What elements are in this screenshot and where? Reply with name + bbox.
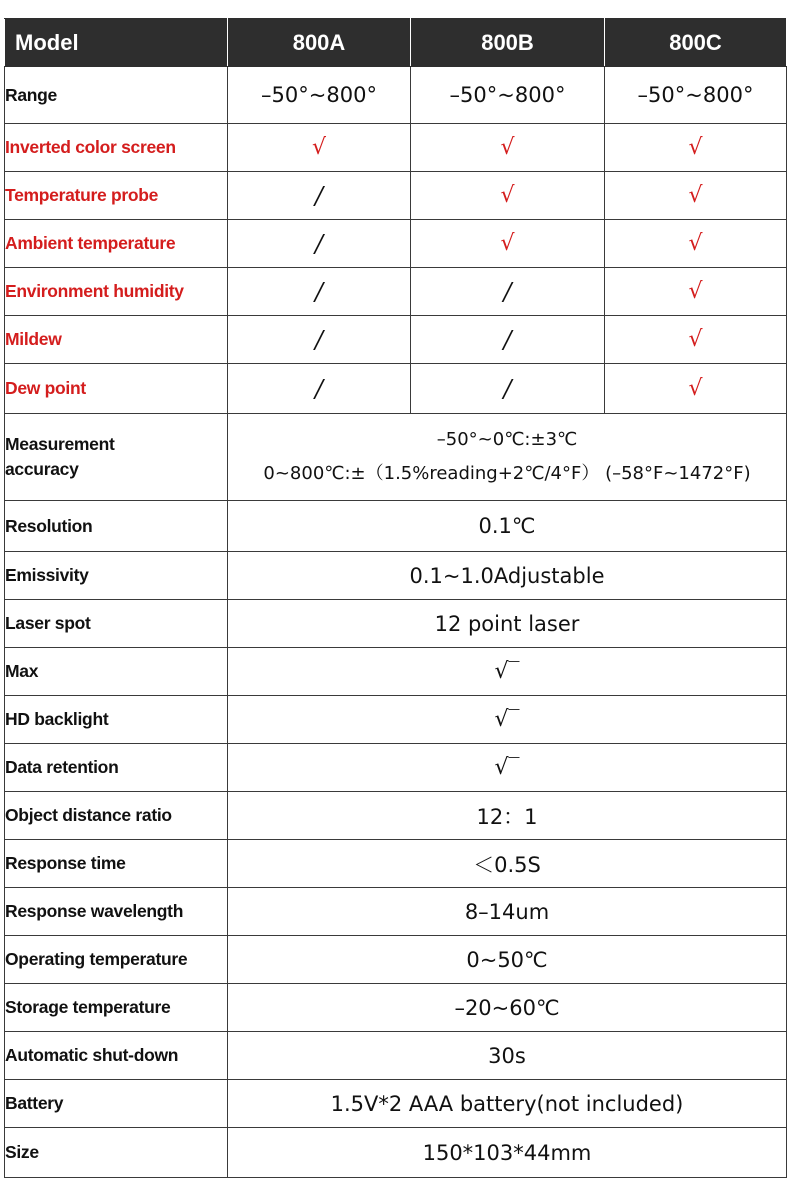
row-label: Size	[5, 1128, 228, 1178]
laser-spot-value: 12 point laser	[228, 600, 787, 648]
check-icon: √‾	[228, 696, 787, 744]
not-available-mark: /	[228, 364, 411, 414]
row-label: Response wavelength	[5, 888, 228, 936]
row-temperature-probe	[5, 172, 787, 220]
row-label: Resolution	[5, 501, 228, 552]
row-label: Mildew	[5, 316, 228, 364]
check-icon: √	[605, 316, 787, 364]
not-available-mark: /	[228, 316, 411, 364]
range-800b: –50°~800°	[411, 67, 605, 124]
row-label: Temperature probe	[5, 172, 228, 220]
battery-value: 1.5V*2 AAA battery(not included)	[228, 1080, 787, 1128]
row-label: Data retention	[5, 744, 228, 792]
row-battery	[5, 1080, 787, 1128]
check-icon: √	[605, 220, 787, 268]
row-label: Object distance ratio	[5, 792, 228, 840]
shutdown-value: 30s	[228, 1032, 787, 1080]
accuracy-line2: 0~800℃:±（1.5%reading+2℃/4°F） (–58°F~1472°F)	[263, 463, 751, 484]
row-resolution	[5, 501, 787, 552]
row-label: Max	[5, 648, 228, 696]
row-laser-spot	[5, 600, 787, 648]
row-measurement-accuracy	[5, 414, 787, 501]
size-value: 150*103*44mm	[228, 1128, 787, 1178]
row-max	[5, 648, 787, 696]
row-dew-point	[5, 364, 787, 414]
row-automatic-shutdown	[5, 1032, 787, 1080]
range-800c: –50°~800°	[605, 67, 787, 124]
distance-ratio-value: 12：1	[228, 792, 787, 840]
row-response-time	[5, 840, 787, 888]
header-model-800a: 800A	[228, 19, 411, 67]
row-emissivity	[5, 552, 787, 600]
not-available-mark: /	[411, 316, 605, 364]
row-label-line2: accuracy	[5, 459, 79, 479]
check-icon: √	[605, 268, 787, 316]
row-inverted-color-screen	[5, 124, 787, 172]
row-mildew	[5, 316, 787, 364]
header-model-800b: 800B	[411, 19, 605, 67]
row-operating-temperature	[5, 936, 787, 984]
row-label: Ambient temperature	[5, 220, 228, 268]
row-label: Laser spot	[5, 600, 228, 648]
not-available-mark: /	[411, 364, 605, 414]
row-storage-temperature	[5, 984, 787, 1032]
row-label: Battery	[5, 1080, 228, 1128]
not-available-mark: /	[228, 172, 411, 220]
row-label-line1: Measurement	[5, 434, 115, 454]
check-icon: √	[605, 364, 787, 414]
row-label: HD backlight	[5, 696, 228, 744]
header-row	[5, 19, 787, 67]
operating-temperature-value: 0~50℃	[228, 936, 787, 984]
header-model-label: Model	[5, 19, 228, 67]
emissivity-value: 0.1~1.0Adjustable	[228, 552, 787, 600]
not-available-mark: /	[411, 268, 605, 316]
not-available-mark: /	[228, 268, 411, 316]
storage-temperature-value: –20~60℃	[228, 984, 787, 1032]
check-icon: √	[605, 172, 787, 220]
row-label: Response time	[5, 840, 228, 888]
check-icon: √	[605, 124, 787, 172]
row-label: Inverted color screen	[5, 124, 228, 172]
row-range	[5, 67, 787, 124]
row-object-distance-ratio	[5, 792, 787, 840]
row-environment-humidity	[5, 268, 787, 316]
accuracy-line1: –50°~0℃:±3℃	[436, 429, 578, 450]
check-icon: √	[411, 172, 605, 220]
header-model-800c: 800C	[605, 19, 787, 67]
not-available-mark: /	[228, 220, 411, 268]
spec-table	[4, 18, 787, 1178]
response-time-value: ＜0.5S	[228, 840, 787, 888]
row-response-wavelength	[5, 888, 787, 936]
row-data-retention	[5, 744, 787, 792]
row-label: Emissivity	[5, 552, 228, 600]
resolution-value: 0.1℃	[228, 501, 787, 552]
row-label: Dew point	[5, 364, 228, 414]
row-label	[5, 414, 228, 501]
row-label: Range	[5, 67, 228, 124]
row-label: Operating temperature	[5, 936, 228, 984]
response-wavelength-value: 8–14um	[228, 888, 787, 936]
check-icon: √	[411, 220, 605, 268]
accuracy-value	[228, 414, 787, 501]
row-hd-backlight	[5, 696, 787, 744]
check-icon: √	[411, 124, 605, 172]
row-label: Automatic shut-down	[5, 1032, 228, 1080]
check-icon: √‾	[228, 744, 787, 792]
row-label: Storage temperature	[5, 984, 228, 1032]
row-label: Environment humidity	[5, 268, 228, 316]
row-size	[5, 1128, 787, 1178]
row-ambient-temperature	[5, 220, 787, 268]
check-icon: √‾	[228, 648, 787, 696]
check-icon: √	[228, 124, 411, 172]
range-800a: –50°~800°	[228, 67, 411, 124]
